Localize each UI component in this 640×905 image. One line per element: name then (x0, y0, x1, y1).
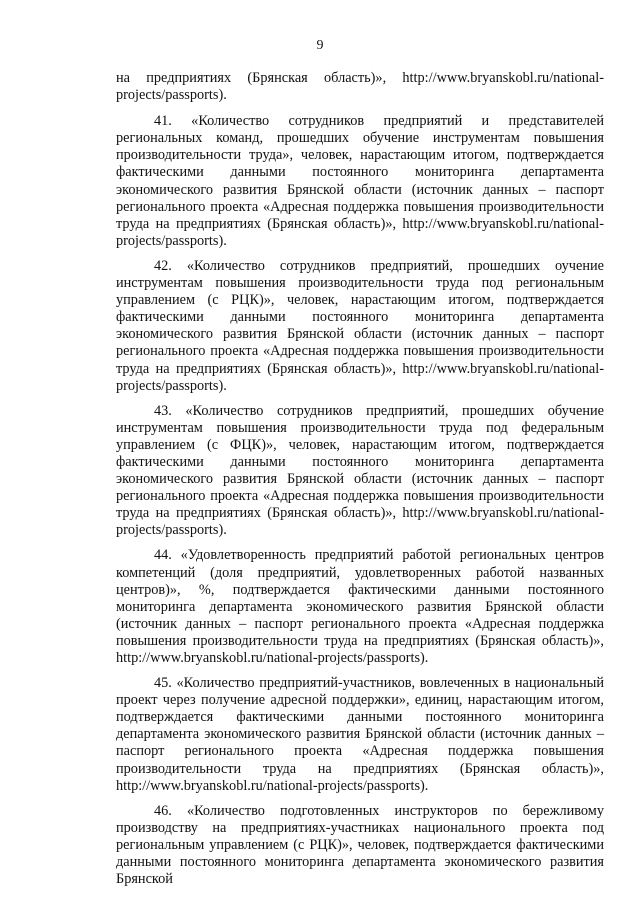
page-number: 9 (316, 38, 324, 53)
paragraph-41: 41. «Количество сотрудников предприятий и представителей региональных команд, прошедших обучение инструментам повышения производительности труда», человек, нарастающим итогом, подтверждается фактическими данными постоянного мониторинга департамента экономического развития Брянской области (источник данных – паспорт регионального проекта «Адресная поддержка повышения производительности труда на предприятиях (Брянская область)», http://www.bryanskobl.ru/national-projects/passports). (116, 113, 604, 249)
document-body (116, 70, 604, 896)
paragraph-43: 43. «Количество сотрудников предприятий, прошедших обучение инструментам повышения производительности труда под федеральным управлением (с ФЦК)», человек, нарастающим итогом, подтверждается фактическими данными постоянного мониторинга департамента экономического развития Брянской области (источник данных – паспорт регионального проекта «Адресная поддержка повышения производительности труда на предприятиях (Брянская область)», http://www.bryanskobl.ru/national-projects/passports). (116, 402, 604, 539)
paragraph-45: 45. «Количество предприятий-участников, вовлеченных в национальный проект через получение адресной поддержки», единиц, нарастающим итогом, подтверждается фактическими данными постоянного мониторинга департамента экономического развития Брянской области (источник данных – паспорт регионального проекта «Адресная поддержка повышения производительности труда на предприятиях (Брянская область)», http://www.bryanskobl.ru/national-projects/passports). (116, 675, 604, 794)
paragraph-continuation: на предприятиях (Брянская область)», http://www.bryanskobl.ru/national-projects/passports). (116, 70, 604, 104)
paragraph-44: 44. «Удовлетворенность предприятий работой региональных центров компетенций (доля предприятий, удовлетворенных работой названных центров)», %, подтверждается фактическими данными постоянного мониторинга департамента экономического развития Брянской области (источник данных – паспорт регионального проекта «Адресная поддержка повышения производительности труда на предприятиях (Брянская область)», http://www.bryanskobl.ru/national-projects/passports). (116, 547, 604, 666)
paragraph-46: 46. «Количество подготовленных инструкторов по бережливому производству на предприятиях-участниках национального проекта под региональным управлением (с РЦК)», человек, подтверждается фактическими данными постоянного мониторинга департамента экономического развития Брянской (116, 802, 604, 888)
paragraph-42: 42. «Количество сотрудников предприятий, прошедших оучение инструментам повышения производительности труда под региональным управлением (с РЦК)», человек, нарастающим итогом, подтверждается фактическими данными постоянного мониторинга департамента экономического развития Брянской области (источник данных – паспорт регионального проекта «Адресная поддержка повышения производительности труда на предприятиях (Брянская область)», http://www.bryanskobl.ru/national-projects/passports). (116, 257, 604, 394)
